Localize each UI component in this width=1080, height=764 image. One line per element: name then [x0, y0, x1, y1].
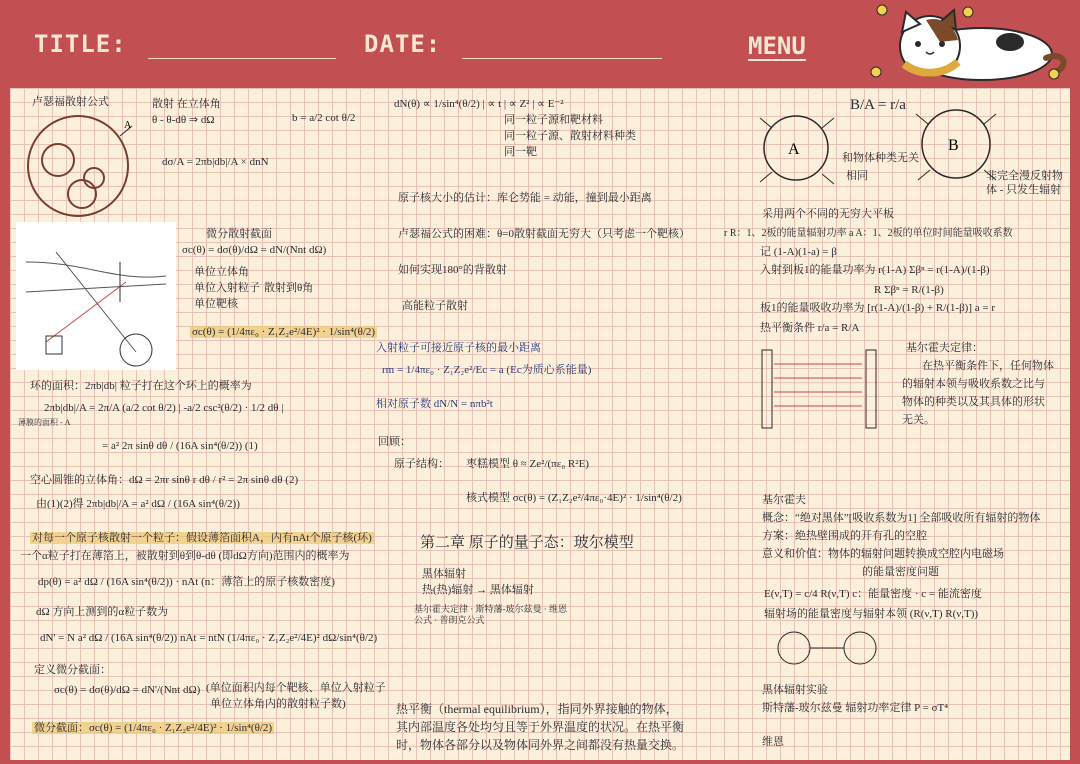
kirchhoff-line3: 物体的种类以及其具体的形状	[902, 396, 1045, 408]
ring-prob: 2πb|db|/A = 2π/A (a/2 cot θ/2) | -a/2 csc²(θ/2) · 1/2 dθ |	[44, 402, 284, 414]
rR-def2: 记 (1-A)(1-a) = β	[760, 246, 837, 258]
alpha-hit: 一个α粒子打在薄箔上，被散射到θ到θ-dθ (即dΩ方向)范围内的概率为	[20, 550, 350, 562]
solid-angle: 空心圆锥的立体角：dΩ = 2πr sinθ r dθ / r² = 2π sinθ dθ (2)	[30, 474, 299, 486]
title-line	[148, 58, 336, 59]
meaning: 意义和价值：物体的辐射问题转换成空腔内电磁场	[762, 548, 1004, 560]
rutherford-title: 卢瑟福散射公式	[32, 96, 109, 108]
b-formula: b = a/2 cot θ/2	[292, 112, 356, 124]
absorb: 板1的能量吸收功率为 [r(1-A)/(1-β) + R/(1-β)] a = r	[760, 302, 995, 314]
unit-target: 单位靶核	[194, 298, 238, 310]
dN-note: dΩ 方向上测到的α粒子数为	[36, 606, 169, 618]
notes-page	[10, 88, 1070, 760]
high-energy: 高能粒子散射	[402, 300, 468, 312]
thermal-rad: 热(热)辐射 → 黑体辐射	[422, 584, 534, 596]
diff-cross-formula: σc(θ) = dσ(θ)/dΩ = dN/(Nnt dΩ)	[182, 244, 327, 256]
ring-prob2: = a² 2π sinθ dθ / (16A sin⁴(θ/2)) (1)	[102, 440, 258, 452]
menu-button[interactable]: MENU	[748, 32, 806, 60]
date-line	[462, 58, 662, 59]
def-note-1: (单位面积内每个靶核、单位入射粒子	[206, 682, 386, 694]
ring-area: 环的面积：2πb|db| 粒子打在这个环上的概率为	[30, 380, 252, 392]
scatter-into: 散射到θ角	[264, 282, 314, 294]
scattering-diagram	[16, 222, 176, 370]
unit-incident: 单位入射粒子	[194, 282, 260, 294]
dN-prop-c: 同一靶	[504, 146, 537, 158]
review: 回顾：	[378, 436, 411, 448]
cat-icon	[870, 2, 1070, 86]
thomson-model: 枣糕模型 θ ≈ Ze²/(πε₀ R²E)	[466, 458, 589, 470]
blackbody: 黑体辐射	[422, 568, 466, 580]
atom-structure: 原子结构：	[394, 458, 449, 470]
ratio-note-2: 相同	[846, 170, 868, 182]
date-label: DATE:	[364, 30, 442, 58]
nuclear-model: 核式模型 σc(θ) = (Z₁Z₂e²/4πε₀·4E)² · 1/sin⁴(θ/2)	[466, 492, 682, 504]
dN-prop: dN(θ) ∝ 1/sin⁴(θ/2) | ∝ t | ∝ Z² | ∝ E⁻²	[394, 98, 564, 110]
combine: 由(1)(2)得 2πb|db|/A = a² dΩ / (16A sin⁴(θ/2))	[36, 498, 240, 510]
thermal-eq-line1: 热平衡（thermal equilibrium），指同外界接触的物体，	[396, 702, 678, 716]
dN-formula: dN' = N a² dΩ / (16A sin⁴(θ/2)) nAt = ntN (1/4πε₀ · Z₁Z₂e²/4E)² dΩ/sin⁴(θ/2)	[40, 632, 378, 644]
concept: 概念：“绝对黑体”[吸收系数为1] 全部吸收所有辐射的物体	[762, 512, 1041, 524]
equil-cond: 热平衡条件 r/a = R/A	[760, 322, 860, 334]
svg-text:A: A	[788, 141, 800, 158]
chapter2-title: 第二章 原子的量子态：玻尔模型	[420, 535, 634, 551]
kirchhoff-title: 基尔霍夫定律：	[906, 342, 983, 354]
rR-def: r R：1、2板的能量辐射功率 a A：1、2板的单位时间能量吸收系数	[724, 228, 1013, 239]
scheme: 方案：绝热壁围成的开有孔的空腔	[762, 530, 927, 542]
svg-text:A: A	[124, 120, 132, 131]
stefan: 斯特藩-玻尔兹曼 辐射功率定律 P = σT⁴	[762, 702, 949, 714]
nucleus-size: 原子核大小的估计：库仑势能 = 动能，撞到最小距离	[398, 192, 652, 204]
wien: 维恩	[762, 736, 784, 748]
dN-prop-b: 同一粒子源、散射材料种类	[504, 130, 636, 142]
def-note-2: 单位立体角内的散射粒子数)	[210, 698, 346, 710]
kirchhoff2-title: 基尔霍夫	[762, 494, 806, 506]
svg-text:B: B	[948, 137, 959, 154]
cavity-figure	[770, 628, 890, 668]
ring-label-left: 薄膜的面积 - A	[18, 418, 71, 427]
kirchhoff-line2: 的辐射本领与吸收系数之比与	[902, 378, 1045, 390]
relative-num: 相对原子数 dN/N = nπb²t	[376, 398, 493, 410]
unit-solid-angle: 单位立体角	[194, 266, 249, 278]
plate-power: 入射到板1的能量功率为 r(1-A) Σβⁿ = r(1-A)/(1-β)	[760, 264, 990, 276]
one-nucleus: 对每一个原子核散射一个粒子：假设薄箔面积A，内有nAt个原子核(环)	[32, 532, 372, 544]
angle-range: θ - θ-dθ ⇒ dΩ	[152, 114, 215, 126]
rutherford-model: 卢瑟福公式的困难：θ=0散射截面无穷大（只考虑一个靶核）	[398, 228, 690, 240]
how-180: 如何实现180°的背散射	[398, 264, 507, 276]
dp-formula: dp(θ) = a² dΩ / (16A sin⁴(θ/2)) · nAt (n：薄箔上的原子核数密度)	[38, 576, 335, 588]
kirchhoff-line4: 无关。	[902, 414, 935, 426]
sphere-note: 非完全漫反射物体 - 只发生辐射	[986, 170, 1063, 196]
ratio-formula: B/A = r/a	[850, 97, 906, 113]
def-formula: σc(θ) = dσ(θ)/dΩ = dN'/(Nnt dΩ)	[54, 684, 201, 696]
ratio-note-1: 和物体种类无关	[842, 152, 919, 164]
plates-figure	[754, 344, 884, 434]
energy-density: E(ν,T) = c/4 R(ν,T) c：能量密度 · c = 能流密度	[764, 588, 982, 600]
two-plates: 采用两个不同的无穷大平板	[762, 208, 894, 220]
thermal-eq-line2: 其内部温度各处均匀且等于外界温度的状况。在热平衡	[396, 720, 685, 734]
ds-formula: dσ/A = 2πb|db|/A × dnN	[162, 156, 269, 168]
closest-distance: 入射粒子可接近原子核的最小距离	[376, 342, 541, 354]
dN-prop-a: 同一粒子源和靶材料	[504, 114, 603, 126]
kirchhoff-line1: 在热平衡条件下，任何物体	[922, 360, 1054, 372]
final-cross: 微分截面：σc(θ) = (1/4πε₀ · Z₁Z₂e²/4E)² · 1/sin⁴(θ/2)	[34, 722, 273, 734]
def-diff: 定义微分截面：	[34, 664, 111, 676]
laws-list: 基尔霍夫定律 · 斯特藩-玻尔兹曼 · 维恩公式 · 普朗克公式	[414, 604, 567, 626]
nucleus-circles-figure	[24, 114, 134, 220]
meaning2: 的能量密度问题	[862, 566, 939, 578]
thermal-eq-line3: 时，物体各部分以及物体同外界之间都没有热量交换。	[396, 738, 685, 752]
bb-experiment: 黑体辐射实验	[762, 684, 828, 696]
title-label: TITLE:	[34, 30, 127, 58]
rm-formula: rm = 1/4πε₀ · Z₁Z₂e²/Ec = a (Ec为质心系能量)	[382, 364, 592, 376]
diff-cross-title: 微分散射截面	[206, 228, 272, 240]
scatter-angle-note: 散射 在立体角	[152, 98, 221, 110]
rad-field: 辐射场的能量密度与辐射本领 (R(ν,T) R(ν,T))	[764, 608, 979, 620]
rutherford-formula: σc(θ) = (1/4πε₀ · Z₁Z₂e²/4E)² · 1/sin⁴(θ/2)	[192, 326, 376, 338]
R-sum: R Σβⁿ = R/(1-β)	[874, 284, 944, 296]
